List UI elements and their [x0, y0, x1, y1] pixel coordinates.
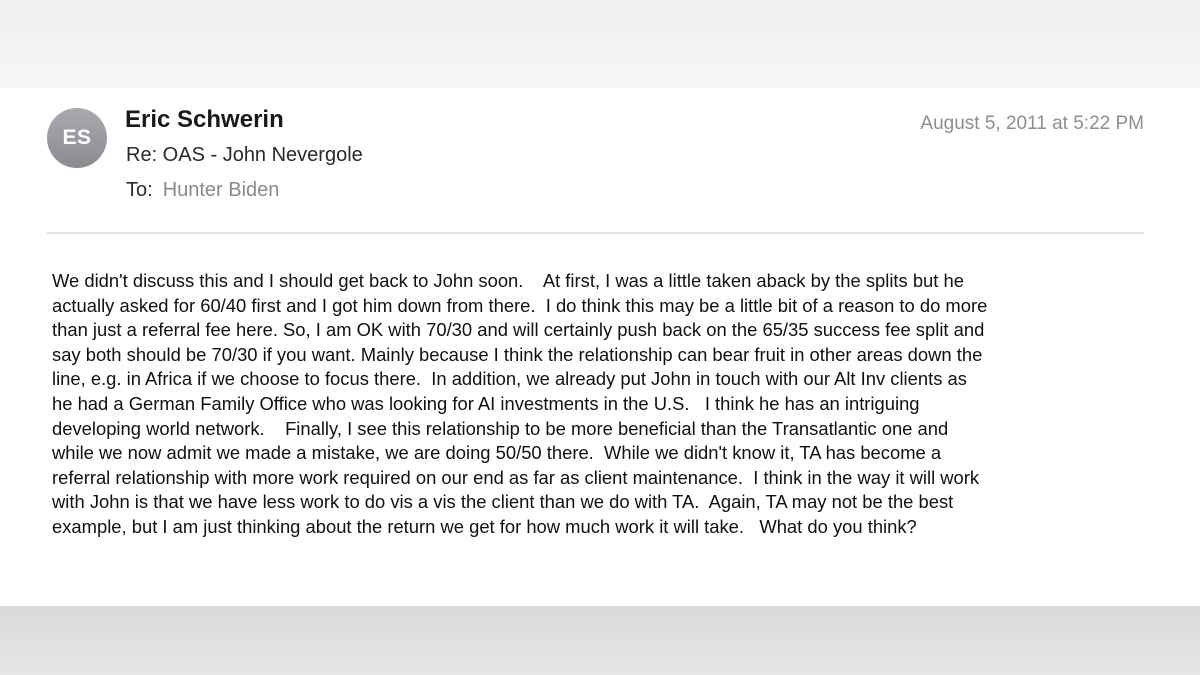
body-line: while we now admit we made a mistake, we are doing 50/50 there. While we didn't know it, TA has become a — [52, 442, 942, 464]
recipient-row — [126, 179, 279, 202]
avatar-initials: ES — [62, 126, 92, 149]
email-date: August 5, 2011 at 5:22 PM — [920, 113, 1144, 134]
body-line: than just a referral fee here. So, I am OK with 70/30 and will certainly push back on the 65/35 success fee split and — [52, 319, 985, 341]
body-line: We didn't discuss this and I should get back to John soon. At first, I was a little taken aback by the splits but he — [52, 270, 964, 291]
to-label: To: — [126, 179, 153, 201]
body-line: developing world network. Finally, I see this relationship to be more beneficial than the Transatlantic one and — [52, 417, 949, 439]
header-divider — [47, 232, 1144, 234]
email-subject: Re: OAS - John Nevergole — [126, 144, 363, 166]
top-background — [0, 0, 1200, 88]
body-line: referral relationship with more work required on our end as far as client maintenance. I think in the way it will work — [52, 466, 980, 488]
recipient-name[interactable]: Hunter Biden — [162, 179, 280, 201]
body-line: with John is that we have less work to do vis a vis the client than we do with TA. Again, TA may not be the best — [52, 491, 954, 513]
body-line: say both should be 70/30 if you want. Mainly because I think the relationship can bear fruit in other areas down the — [52, 343, 983, 365]
body-line: he had a German Family Office who was looking for AI investments in the U.S. I think he has an intriguing — [52, 392, 920, 414]
email-body — [52, 269, 1162, 540]
body-line: actually asked for 60/40 first and I got him down from there. I do think this may be a little bit of a reason to do more — [52, 294, 988, 316]
bottom-background — [0, 606, 1200, 675]
body-line: line, e.g. in Africa if we choose to focus there. In addition, we already put John in touch with our Alt Inv clients as — [52, 368, 967, 390]
sender-name: Eric Schwerin — [125, 106, 284, 133]
sender-avatar[interactable] — [47, 108, 107, 168]
body-line: example, but I am just thinking about the return we get for how much work it will take. What do you think? — [52, 515, 917, 537]
